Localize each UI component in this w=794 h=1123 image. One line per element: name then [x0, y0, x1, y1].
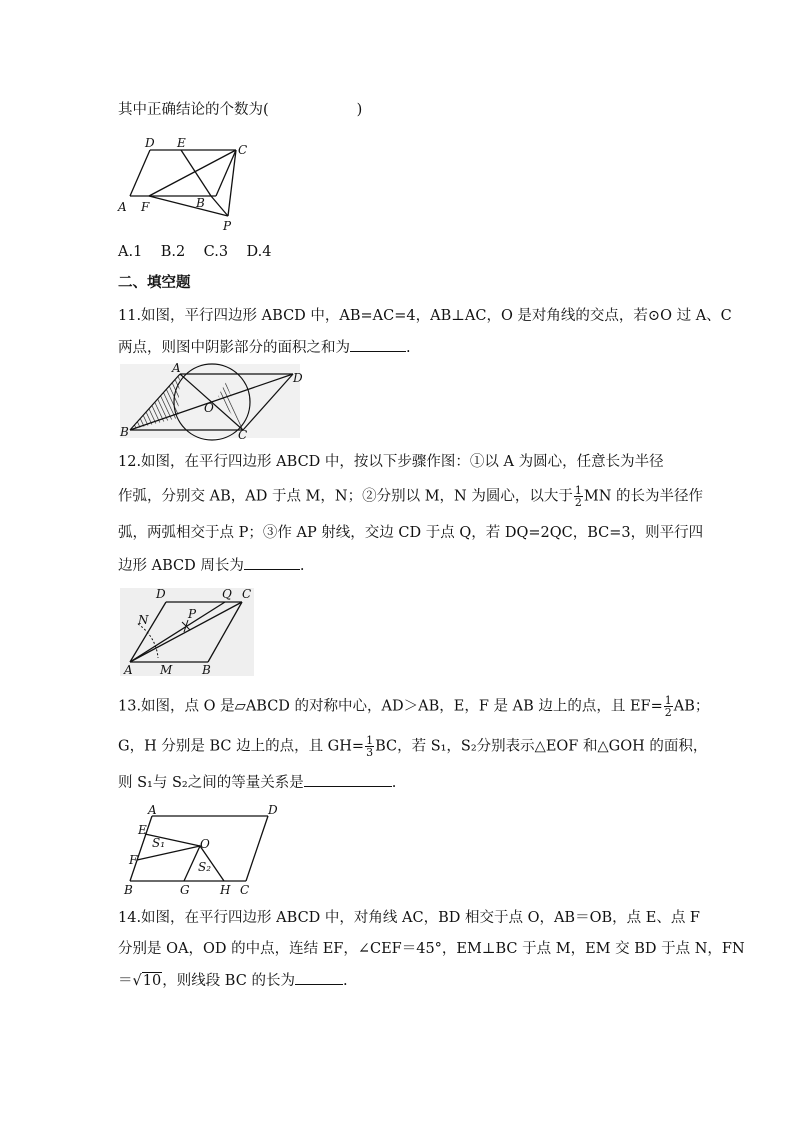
q13-line2a: G，H 分别是 BC 边上的点，且 GH= [118, 738, 365, 755]
q11-answer-blank [350, 337, 406, 352]
q12-line2 [118, 485, 703, 508]
q12-label-Q: Q [222, 587, 232, 601]
q13-label-F: F [129, 853, 138, 867]
q12-label-N: N [138, 613, 149, 627]
q11-line1: 11.如图，平行四边形 ABCD 中，AB=AC=4，AB⊥AC，O 是对角线的交点，若⊙O 过 A、C [118, 308, 732, 324]
q12-line2a: 作弧，分别交 AB，AD 于点 M，N；②分别以 M，N 为圆心，以大于 [118, 488, 573, 505]
q12-label-M: M [160, 663, 173, 677]
q13-line3-text: 则 S₁与 S₂之间的等量关系是 [118, 775, 304, 791]
q14-sqrt-value: 10 [142, 973, 162, 989]
q11-label-D: D [293, 371, 303, 385]
q13-frac2-den: 3 [366, 746, 374, 759]
q11-label-C: C [238, 428, 248, 442]
q14-answer-blank [295, 970, 343, 985]
q13-label-H: H [220, 883, 231, 896]
q13-line3-end: . [391, 775, 397, 791]
q14-line3 [118, 970, 348, 991]
q12-line4 [118, 555, 304, 576]
q13-label-C: C [240, 883, 250, 896]
q10-label-P: P [223, 219, 232, 233]
q12-label-B: B [202, 663, 211, 677]
q11-line2-end: . [406, 340, 411, 356]
q12-label-P: P [188, 607, 197, 621]
section-title: 二、填空题 [118, 275, 191, 291]
q14-line3b: ，则线段 BC 的长为 [162, 973, 295, 989]
q13-label-S1: S₁ [152, 836, 166, 850]
q13-label-D: D [268, 803, 278, 817]
q13-figure [118, 800, 288, 896]
q10-options: A.1 B.2 C.3 D.4 [118, 244, 272, 260]
q14-line3a: ＝ [118, 973, 133, 989]
q10-label-B: B [196, 196, 205, 210]
q13-label-A: A [148, 803, 157, 817]
q13-answer-blank [304, 772, 392, 787]
q10-label-D: D [145, 136, 155, 150]
q13-line2b: BC，若 S₁，S₂分别表示△EOF 和△GOH 的面积， [375, 738, 708, 755]
q14-line2: 分别是 OA，OD 的中点，连结 EF，∠CEF＝45°，EM⊥BC 于点 M，EM 交 BD 于点 N，FN [118, 941, 745, 957]
q11-line2-text: 两点，则图中阴影部分的面积之和为 [118, 340, 350, 356]
q12-frac-den: 2 [574, 496, 582, 509]
q12-line1: 12.如图，在平行四边形 ABCD 中，按以下步骤作图：①以 A 为圆心，任意长为半径 [118, 454, 664, 470]
q12-line3: 弧，两弧相交于点 P；③作 AP 射线，交边 CD 于点 Q，若 DQ=2QC，BC=3，则平行四 [118, 525, 704, 541]
q13-fraction1 [664, 695, 673, 718]
q11-label-A: A [172, 362, 181, 375]
q12-frac-num: 1 [574, 484, 582, 497]
q13-frac2-num: 1 [366, 734, 374, 747]
q12-label-C: C [242, 587, 252, 601]
q12-label-D: D [156, 587, 166, 601]
q13-frac1-den: 2 [664, 706, 672, 719]
q14-line1: 14.如图，在平行四边形 ABCD 中，对角线 AC，BD 相交于点 O，AB＝OB，点 E、点 F [118, 910, 700, 926]
q12-answer-blank [244, 555, 300, 570]
q13-label-S2: S₂ [198, 860, 212, 874]
q10-label-C: C [238, 143, 248, 157]
q13-line1b: AB； [673, 698, 710, 715]
q10-tail-close: ) [356, 102, 363, 118]
q11-label-O: O [204, 401, 214, 415]
q10-tail [118, 100, 362, 120]
q10-tail-text: 其中正确结论的个数为( [118, 102, 269, 118]
q13-label-B: B [124, 883, 133, 896]
q12-fraction [574, 485, 583, 508]
q13-fraction2 [365, 735, 374, 758]
q13-line2 [118, 735, 707, 758]
q12-label-A: A [124, 663, 133, 677]
q10-figure [115, 134, 255, 234]
q11-label-B: B [120, 425, 129, 439]
q13-line1 [118, 695, 709, 718]
q13-line3 [118, 772, 396, 793]
q12-line2b: MN 的长为半径作 [583, 488, 703, 505]
q13-line1a: 13.如图，点 O 是▱ABCD 的对称中心，AD＞AB，E，F 是 AB 边上的点，且 EF= [118, 698, 663, 715]
q11-figure [118, 362, 308, 442]
q12-line4-end: . [299, 558, 305, 574]
q13-label-E: E [138, 823, 147, 837]
q10-label-A: A [118, 200, 127, 214]
q14-sqrt-sign: √ [132, 973, 142, 989]
q13-label-G: G [180, 883, 190, 896]
q13-frac1-num: 1 [664, 694, 672, 707]
q13-label-O: O [200, 837, 210, 851]
q12-figure [118, 586, 258, 678]
q10-label-F: F [141, 200, 150, 214]
q14-line3-end: . [342, 973, 348, 989]
q11-line2 [118, 337, 411, 358]
q12-line4-text: 边形 ABCD 周长为 [118, 558, 244, 574]
q10-label-E: E [177, 136, 186, 150]
